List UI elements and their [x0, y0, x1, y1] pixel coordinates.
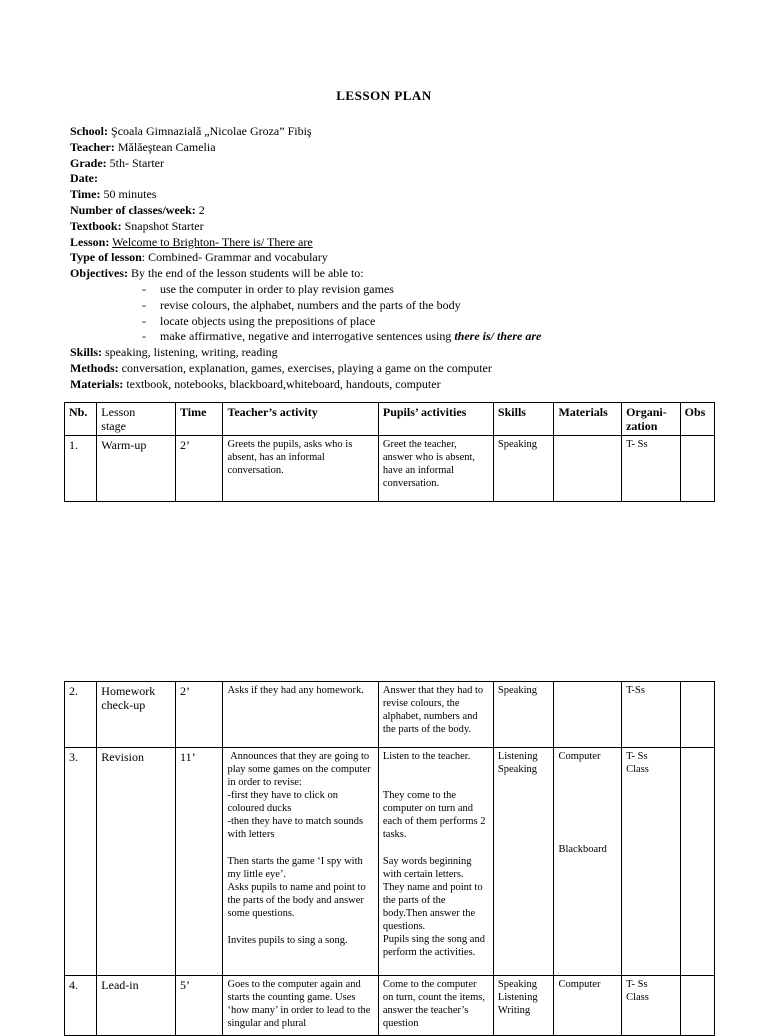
row-time: 11’	[176, 748, 223, 976]
teacher-row	[70, 140, 710, 156]
row-nb: 4.	[65, 976, 97, 1036]
col-header-nb: Nb.	[65, 403, 97, 436]
type-value: : Combined- Grammar and vocabulary	[141, 250, 328, 265]
row-organization: T-Ss	[622, 682, 681, 748]
row-skills: Speaking	[493, 682, 554, 748]
row-pupils-activity: Listen to the teacher. They come to the computer on turn and each of them performs 2 tasks. Say words beginning with certain letters. They name and point to the parts of the body.Then answer the questions. Pupils sing the song and perform the activities.	[378, 748, 493, 976]
grade-label: Grade:	[70, 155, 107, 170]
materials-label: Materials:	[70, 376, 124, 391]
textbook-label: Textbook:	[70, 218, 122, 233]
classes-value: 2	[198, 202, 205, 217]
table-row	[65, 976, 715, 1036]
teacher-label: Teacher:	[70, 139, 115, 154]
row-nb: 3.	[65, 748, 97, 976]
row-obs	[680, 436, 714, 502]
row-stage: Lead-in	[97, 976, 176, 1036]
row-teacher-activity: Greets the pupils, asks who is absent, has an informal conversation.	[223, 436, 378, 502]
lesson-table-part-2	[64, 681, 715, 1036]
row-organization: T- Ss	[622, 436, 681, 502]
row-pupils-activity: Greet the teacher, answer who is absent, have an informal conversation.	[378, 436, 493, 502]
lesson-label: Lesson:	[70, 234, 110, 249]
col-header-skills: Skills	[493, 403, 554, 436]
objective-item: - use the computer in order to play revision games	[142, 281, 394, 296]
objective-item: - revise colours, the alphabet, numbers and the parts of the body	[142, 297, 461, 312]
school-value: Şcoala Gimnazială „Nicolae Groza” Fibiş	[111, 124, 312, 138]
row-time: 2’	[176, 436, 223, 502]
col-header-teacher: Teacher’s activity	[223, 403, 378, 436]
materials-row	[70, 377, 710, 393]
col-header-stage: Lesson stage	[97, 403, 176, 436]
objectives-intro: By the end of the lesson students will be able to:	[130, 266, 364, 281]
methods-label: Methods:	[70, 360, 119, 375]
col-header-obs: Obs	[680, 403, 714, 436]
date-row	[70, 171, 710, 187]
time-row	[70, 187, 710, 203]
row-organization: T- Ss Class	[622, 976, 681, 1036]
col-header-time: Time	[176, 403, 223, 436]
skills-label: Skills:	[70, 345, 103, 360]
row-skills: Listening Speaking	[493, 748, 554, 976]
row-time: 2’	[176, 682, 223, 748]
row-stage: Revision	[97, 748, 176, 976]
time-value: 50 minutes	[103, 187, 157, 202]
col-header-organization: Organi- zation	[622, 403, 681, 436]
row-materials	[554, 436, 622, 502]
methods-row	[70, 361, 710, 377]
row-nb: 2.	[65, 682, 97, 748]
objective-emphasis: there is/ there are	[454, 329, 542, 344]
time-label: Time:	[70, 187, 101, 202]
table-row	[65, 748, 715, 976]
row-pupils-activity: Come to the computer on turn, count the items, answer the teacher’s question	[378, 976, 493, 1036]
row-teacher-activity: Announces that they are going to play some games on the computer in order to revise: -first they have to click on coloured ducks -then they have to match sounds with letters Then starts the game ‘I spy with my little eye’. Asks pupils to name and point to the parts of the body and answer some questions. Invites pupils to sing a song.	[223, 748, 378, 976]
school-label: School:	[70, 124, 109, 138]
row-time: 5’	[176, 976, 223, 1036]
classes-row	[70, 203, 710, 219]
row-stage: Homework check-up	[97, 682, 176, 748]
grade-row	[70, 156, 710, 172]
col-header-materials: Materials	[554, 403, 622, 436]
objective-item: - locate objects using the prepositions of place	[142, 313, 376, 328]
textbook-row	[70, 219, 710, 235]
methods-value: conversation, explanation, games, exercises, playing a game on the computer	[121, 360, 492, 375]
row-organization: T- Ss Class	[622, 748, 681, 976]
row-materials: Computer	[554, 976, 622, 1036]
row-teacher-activity: Asks if they had any homework.	[223, 682, 378, 748]
row-stage: Warm-up	[97, 436, 176, 502]
textbook-value: Snapshot Starter	[124, 218, 204, 233]
row-obs	[680, 682, 714, 748]
lesson-row	[70, 235, 710, 251]
school-row	[70, 124, 710, 140]
row-obs	[680, 976, 714, 1036]
classes-label: Number of classes/week:	[70, 202, 196, 217]
skills-row	[70, 345, 710, 361]
date-label: Date:	[70, 171, 98, 186]
objectives-label: Objectives:	[70, 266, 128, 281]
row-pupils-activity: Answer that they had to revise colours, the alphabet, numbers and the parts of the body.	[378, 682, 493, 748]
objective-item: - make affirmative, negative and interrogative sentences using there is/ there are	[142, 329, 542, 344]
lesson-table-part-1	[64, 402, 715, 502]
table-header-row	[65, 403, 715, 436]
teacher-value: Mălăeştean Camelia	[117, 139, 216, 154]
objectives-list	[70, 282, 710, 345]
lesson-header	[70, 124, 710, 393]
page-title: LESSON PLAN	[336, 88, 432, 103]
row-nb: 1.	[65, 436, 97, 502]
skills-value: speaking, listening, writing, reading	[105, 345, 278, 360]
row-materials: Computer Blackboard	[554, 748, 622, 976]
lesson-value: Welcome to Brighton- There is/ There are	[112, 234, 313, 249]
materials-value: textbook, notebooks, blackboard,whiteboard, handouts, computer	[126, 376, 441, 391]
table-row	[65, 436, 715, 502]
type-label: Type of lesson	[70, 250, 142, 265]
grade-value: 5th- Starter	[109, 155, 164, 170]
table-row	[65, 682, 715, 748]
col-header-pupils: Pupils’ activities	[378, 403, 493, 436]
row-skills: Speaking Listening Writing	[493, 976, 554, 1036]
objectives-row	[70, 266, 710, 282]
row-materials	[554, 682, 622, 748]
type-row	[70, 250, 710, 266]
row-obs	[680, 748, 714, 976]
row-skills: Speaking	[493, 436, 554, 502]
row-teacher-activity: Goes to the computer again and starts the counting game. Uses ‘how many’ in order to lead to the singular and plural	[223, 976, 378, 1036]
